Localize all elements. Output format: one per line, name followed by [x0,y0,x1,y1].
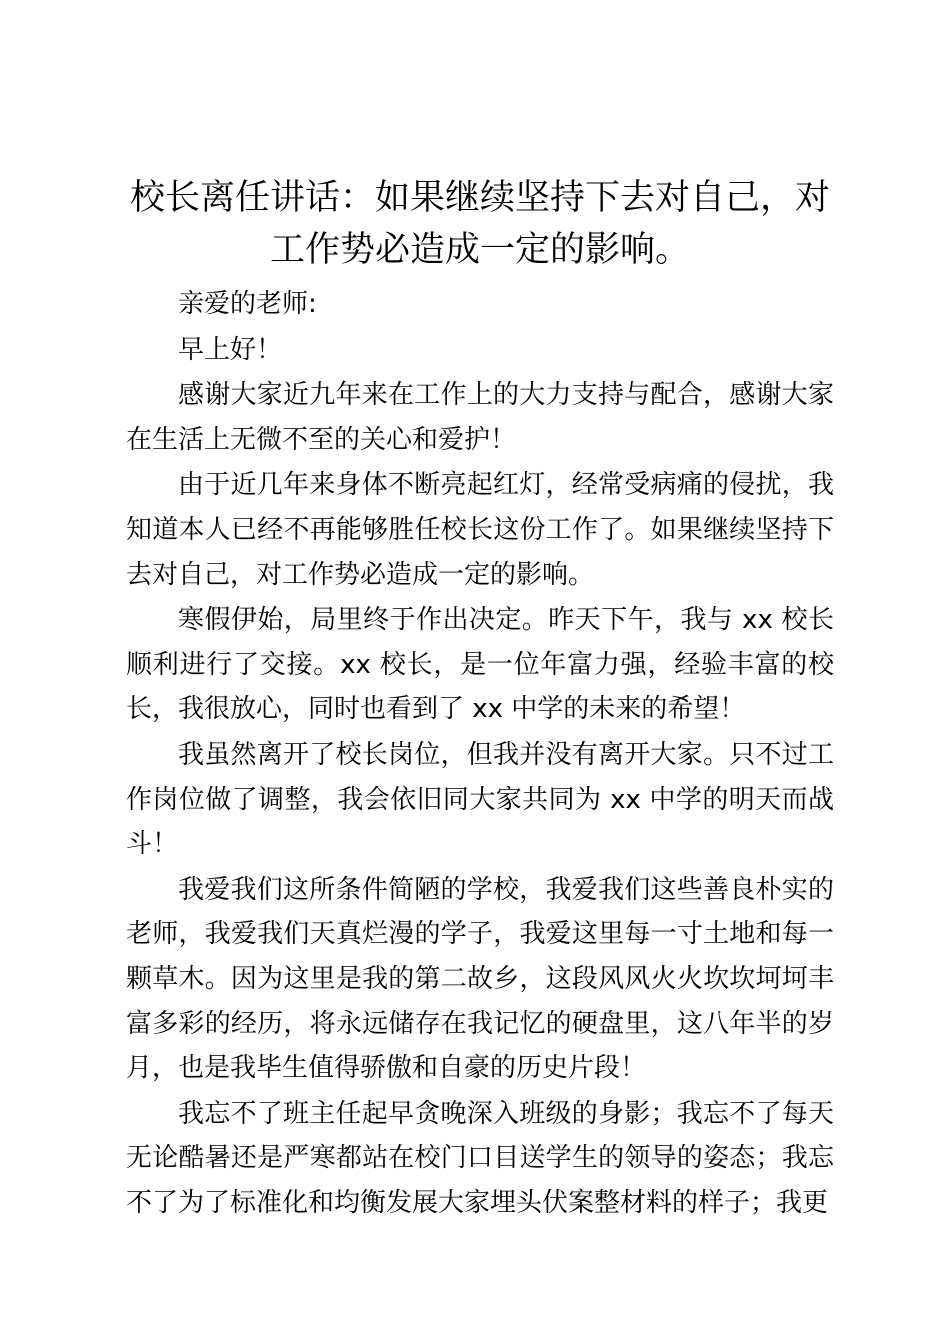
body-paragraph: 由于近几年来身体不断亮起红灯，经常受病痛的侵扰，我知道本人已经不再能够胜任校长这份工作了。如果继续坚持下去对自己，对工作势必造成一定的影响。 [126,470,834,590]
document-title: 校长离任讲话：如果继续坚持下去对自己，对工作势必造成一定的影响。 [129,178,830,270]
body-paragraph: 感谢大家近九年来在工作上的大力支持与配合，感谢大家在生活上无微不至的关心和爱护！ [126,380,834,455]
body-paragraph: 我爱我们这所条件简陋的学校，我爱我们这些善良朴实的老师，我爱我们天真烂漫的学子，我爱这里每一寸土地和每一颗草木。因为这里是我的第二故乡，这段风风火火坎坎坷坷丰富多彩的经历，将永远储存在我记忆的硬盘里，这八年半的岁月，也是我毕生值得骄傲和自豪的历史片段！ [126,874,834,1084]
body-paragraph: 我忘不了班主任起早贪晚深入班级的身影；我忘不了每天无论酷暑还是严寒都站在校门口目送学生的领导的姿态；我忘不了为了标准化和均衡发展大家埋头伏案整材料的样子；我更 [126,1098,834,1218]
salutation: 亲爱的老师: [178,289,317,319]
body-paragraph: 寒假伊始，局里终于作出决定。昨天下午，我与 xx 校长顺利进行了交接。xx 校长，是一位年富力强，经验丰富的校长，我很放心，同时也看到了 xx 中学的未来的希望！ [126,605,834,725]
greeting: 早上好！ [178,334,283,365]
body-paragraph: 我虽然离开了校长岗位，但我并没有离开大家。只不过工作岗位做了调整，我会依旧同大家共同为 xx 中学的明天而战斗！ [126,739,834,860]
document-content [126,172,834,1226]
